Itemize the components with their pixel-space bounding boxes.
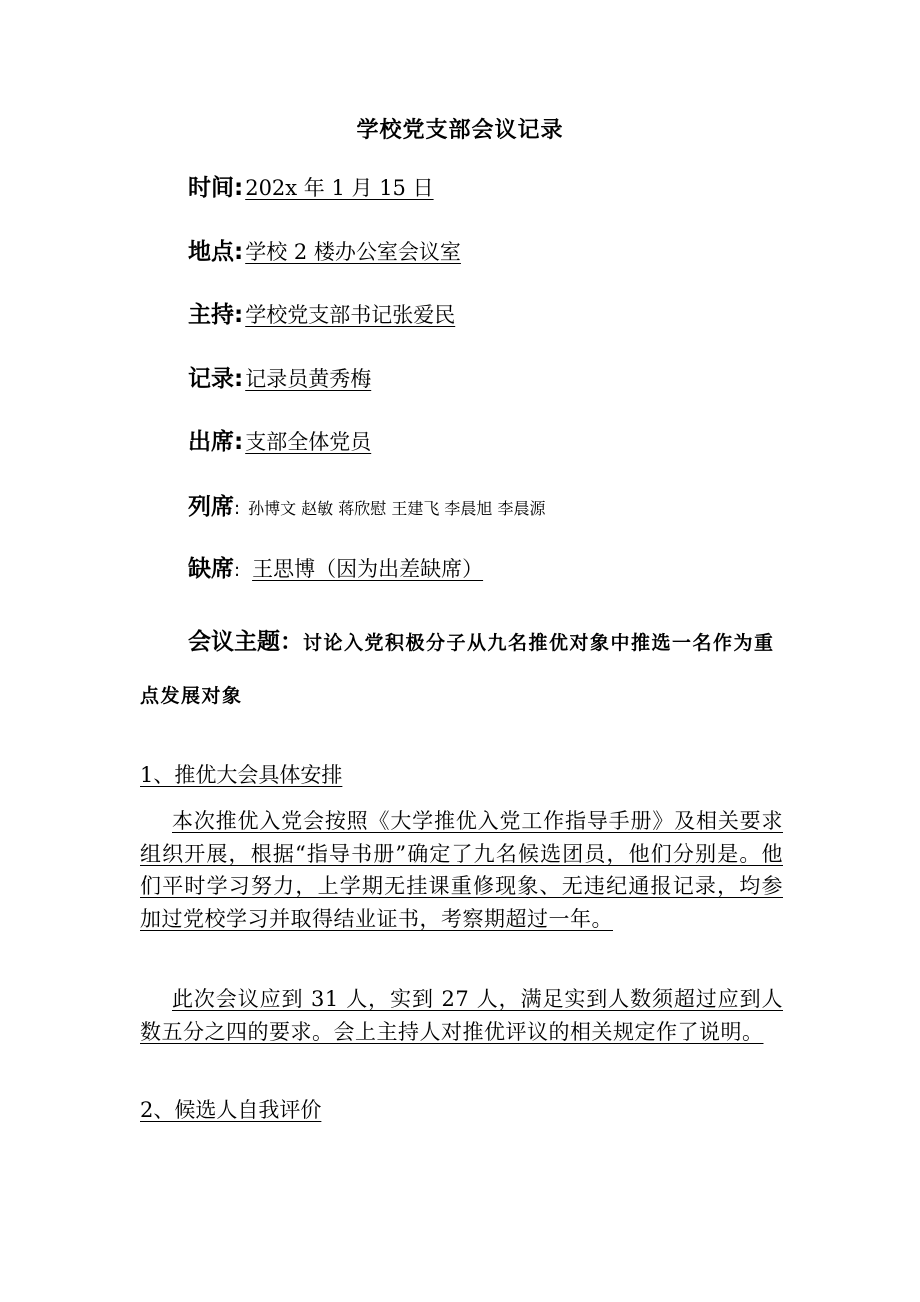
meeting-topic (140, 616, 785, 723)
field-time-value: 202x 年 1 月 15 日 (245, 176, 434, 200)
field-host-colon: : (234, 302, 244, 328)
field-time-colon: : (234, 175, 244, 201)
field-attendees-colon: : (234, 498, 241, 519)
field-absent-label: 缺席 (188, 556, 234, 582)
field-place (188, 237, 461, 269)
field-present-label: 出席 (188, 429, 234, 455)
field-attendees-value: 孙博文 赵敏 蒋欣慰 王建飞 李晨旭 李晨源 (248, 499, 546, 518)
document-title: 学校党支部会议记录 (356, 118, 564, 143)
field-present-colon: : (234, 429, 244, 455)
field-recorder-value: 记录员黄秀梅 (245, 367, 372, 391)
field-absent-colon: : (234, 560, 241, 581)
field-absent (188, 554, 483, 586)
meeting-topic-label: 会议主题： (188, 629, 303, 655)
field-place-colon: : (234, 239, 244, 265)
field-place-label: 地点 (188, 239, 234, 265)
section-1-paragraph-1: 本次推优入党会按照《大学推优入党工作指导手册》及相关要求组织开展，根据“指导书册”确定了九名候选团员，他们分别是。他们平时学习努力，上学期无挂课重修现象、无违纪通报记录，均参加过党校学习并取得结业证书，考察期超过一年。 (140, 809, 783, 931)
field-recorder (188, 364, 371, 396)
section-heading-2: 2、候选人自我评价 (140, 1098, 322, 1122)
field-attendees-label: 列席 (188, 494, 234, 520)
field-time-label: 时间 (188, 175, 234, 201)
field-absent-value: 王思博（因为出差缺席） (252, 557, 484, 581)
section-heading-1: 1、推优大会具体安排 (140, 763, 343, 787)
field-recorder-colon: : (234, 366, 244, 392)
field-host (188, 300, 455, 332)
meeting-topic-text: 讨论入党积极分子从九名推优对象中推选一名作为重点发展对象 (140, 632, 775, 707)
field-place-value: 学校 2 楼办公室会议室 (245, 240, 461, 264)
field-present-value: 支部全体党员 (245, 430, 372, 454)
field-time (188, 173, 434, 205)
section-1-paragraph-2: 此次会议应到 31 人，实到 27 人，满足实到人数须超过应到人数五分之四的要求。会上主持人对推优评议的相关规定作了说明。 (140, 987, 783, 1044)
field-host-value: 学校党支部书记张爱民 (245, 303, 456, 327)
field-recorder-label: 记录 (188, 366, 234, 392)
field-present (188, 427, 371, 459)
field-host-label: 主持 (188, 302, 234, 328)
field-attendees (188, 492, 546, 524)
